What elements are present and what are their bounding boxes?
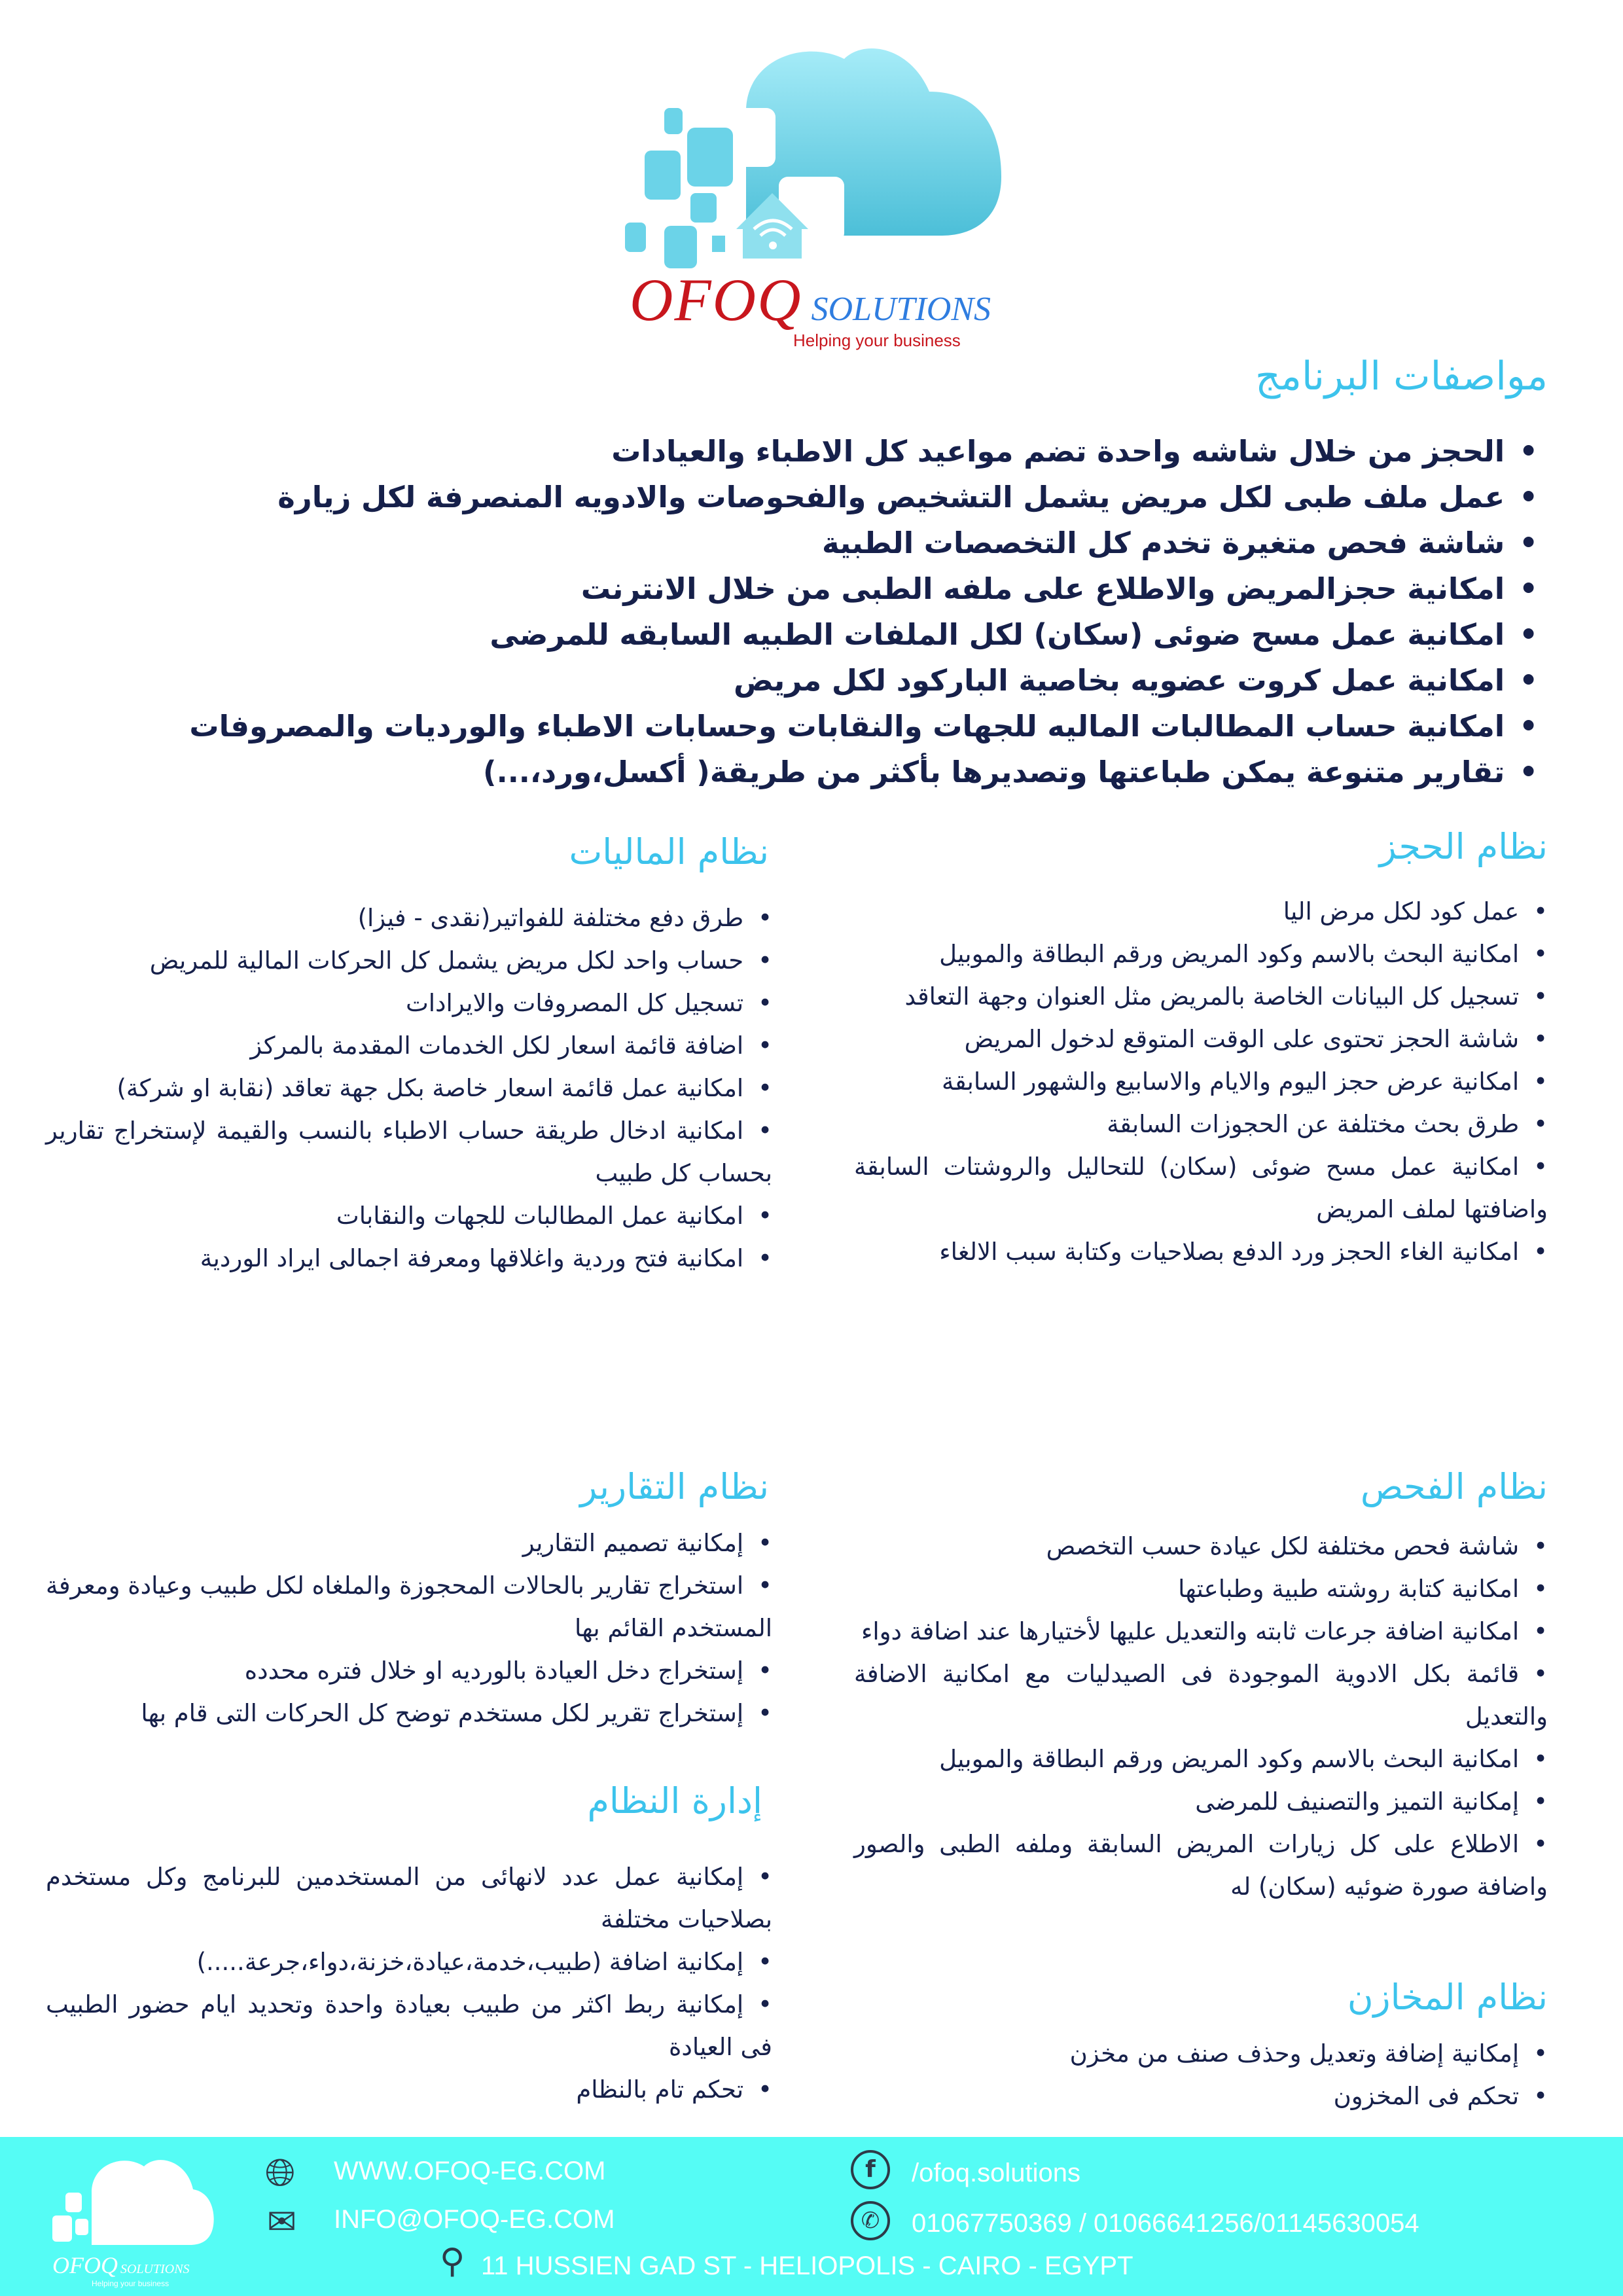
company-logo	[615, 33, 1021, 350]
list-item: • امكانية ادخال طريقة حساب الاطباء بالنسب والقيمة لإستخراج تقارير بحساب كل طبيب	[46, 1109, 772, 1194]
globe-icon: 🌐︎	[265, 2150, 296, 2195]
list-item: • تحكم فى المخزون	[854, 2075, 1548, 2117]
website-link[interactable]: WWW.OFOQ-EG.COM	[334, 2157, 606, 2185]
reports-list	[46, 1522, 772, 1734]
brand-name: OFOQ	[630, 266, 802, 333]
list-item: • طرق بحث مختلفة عن الحجوزات السابقة	[854, 1103, 1548, 1145]
list-item: • تسجيل كل المصروفات والايرادات	[46, 982, 772, 1024]
list-item: • امكانية عمل كروت عضويه بخاصية الباركود لكل مريض	[33, 658, 1538, 704]
list-item: • امكانية حجزالمريض والاطلاع على ملفه الطبى من خلال الانترنت	[33, 566, 1538, 612]
facebook-icon: f	[851, 2150, 890, 2189]
list-item: • تسجيل كل البيانات الخاصة بالمريض مثل العنوان وجهة التعاقد	[854, 975, 1548, 1018]
reports-title: نظام التقارير	[580, 1466, 769, 1507]
brand-suffix: SOLUTIONS	[811, 291, 991, 328]
cloud-logo-icon	[46, 2153, 216, 2251]
stores-list	[854, 2032, 1548, 2117]
footer-logo	[46, 2153, 216, 2291]
cloud-logo-icon	[615, 33, 1021, 268]
list-item: • إمكانية تصميم التقارير	[46, 1522, 772, 1564]
list-item: • امكانية عمل المطالبات للجهات والنقابات	[46, 1194, 772, 1237]
footer-logo-suffix: SOLUTIONS	[120, 2262, 190, 2276]
list-item: • عمل كود لكل مرض اليا	[854, 890, 1548, 933]
features-list	[33, 429, 1538, 795]
list-item: • إمكانية ربط اكثر من طبيب بعيادة واحدة وتحديد ايام حضور الطبيب فى العيادة	[46, 1983, 772, 2068]
booking-list	[854, 890, 1548, 1273]
list-item: • اضافة قائمة اسعار لكل الخدمات المقدمة بالمركز	[46, 1024, 772, 1067]
booking-title: نظام الحجز	[1379, 826, 1548, 867]
address: 11 HUSSIEN GAD ST - HELIOPOLIS - CAIRO - EGYPT	[481, 2251, 1133, 2280]
phone-icon: ✆	[851, 2201, 890, 2240]
list-item: • إمكانية التميز والتصنيف للمرضى	[854, 1780, 1548, 1823]
list-item: • امكانية عرض حجز اليوم والايام والاسابيع والشهور السابقة	[854, 1060, 1548, 1103]
envelope-icon: ✉	[267, 2201, 297, 2242]
list-item: • طرق دفع مختلفة للفواتير(نقدى - فيزا)	[46, 897, 772, 939]
exam-title: نظام الفحص	[1360, 1466, 1548, 1507]
facebook-link[interactable]: /ofoq.solutions	[912, 2159, 1080, 2187]
brand-tagline: Helping your business	[793, 331, 961, 350]
list-item: • امكانية كتابة روشته طبية وطباعتها	[854, 1568, 1548, 1610]
list-item: • استخراج تقارير بالحالات المحجوزة والملغاه لكل طبيب وعيادة ومعرفة المستخدم القائم بها	[46, 1564, 772, 1649]
list-item: • إمكانية اضافة (طبيب،خدمة،عيادة،خزنة،دواء،جرعة.....)	[46, 1941, 772, 1983]
list-item: • امكانية عمل مسح ضوئى (سكان) لكل الملفات الطبيه السابقه للمرضى	[33, 612, 1538, 658]
list-item: • إستخراج دخل العيادة بالورديه او خلال فتره محدده	[46, 1649, 772, 1692]
list-item: • امكانية الغاء الحجز ورد الدفع بصلاحيات وكتابة سبب الالغاء	[854, 1230, 1548, 1273]
location-pin-icon: ⚲	[440, 2242, 465, 2281]
list-item: • امكانية اضافة جرعات ثابته والتعديل عليها لأختيارها عند اضافة دواء	[854, 1610, 1548, 1653]
finance-title: نظام الماليات	[569, 831, 769, 872]
footer-logo-name: OFOQ	[52, 2252, 118, 2278]
list-item: • امكانية عمل مسح ضوئى (سكان) للتحاليل والروشتات السابقة واضافتها لملف المريض	[854, 1145, 1548, 1230]
list-item: • عمل ملف طبى لكل مريض يشمل التشخيص والفحوصات والادويه المنصرفة لكل زيارة	[33, 475, 1538, 520]
list-item: • تقارير متنوعة يمكن طباعتها وتصديرها بأكثر من طريقة( أكسل،ورد،...)	[33, 749, 1538, 795]
list-item: • امكانية البحث بالاسم وكود المريض ورقم البطاقة والموبيل	[854, 933, 1548, 975]
email-link[interactable]: INFO@OFOQ-EG.COM	[334, 2205, 615, 2234]
list-item: • امكانية البحث بالاسم وكود المريض ورقم البطاقة والموبيل	[854, 1738, 1548, 1780]
exam-list	[854, 1525, 1548, 1908]
list-item: • حساب واحد لكل مريض يشمل كل الحركات المالية للمريض	[46, 939, 772, 982]
list-item: • تحكم تام بالنظام	[46, 2068, 772, 2111]
footer-contact-bar	[0, 2137, 1623, 2296]
features-title: مواصفات البرنامج	[1255, 353, 1548, 399]
finance-list	[46, 897, 772, 1280]
admin-title: إدارة النظام	[587, 1780, 762, 1821]
stores-title: نظام المخازن	[1347, 1977, 1548, 2018]
list-item: • شاشة فحص مختلفة لكل عيادة حسب التخصص	[854, 1525, 1548, 1568]
list-item: • شاشة الحجز تحتوى على الوقت المتوقع لدخول المريض	[854, 1018, 1548, 1060]
list-item: • امكانية حساب المطالبات الماليه للجهات والنقابات وحسابات الاطباء والورديات والمصروفات	[33, 704, 1538, 749]
list-item: • امكانية فتح وردية واغلاقها ومعرفة اجمالى ايراد الوردية	[46, 1237, 772, 1280]
footer-logo-tagline: Helping your business	[92, 2279, 169, 2288]
list-item: • الاطلاع على كل زيارات المريض السابقة وملفه الطبى والصور واضافة صورة ضوئيه (سكان) له	[854, 1823, 1548, 1908]
list-item: • امكانية عمل قائمة اسعار خاصة بكل جهة تعاقد (نقابة او شركة)	[46, 1067, 772, 1109]
list-item: • الحجز من خلال شاشه واحدة تضم مواعيد كل الاطباء والعيادات	[33, 429, 1538, 475]
phone-numbers: 01067750369 / 01066641256/01145630054	[912, 2209, 1419, 2238]
list-item: • قائمة بكل الادوية الموجودة فى الصيدليات مع امكانية الاضافة والتعديل	[854, 1653, 1548, 1738]
admin-list	[46, 1856, 772, 2111]
list-item: • إمكانية عمل عدد لانهائى من المستخدمين للبرنامج وكل مستخدم بصلاحيات مختلفة	[46, 1856, 772, 1941]
list-item: • إمكانية إضافة وتعديل وحذف صنف من مخزن	[854, 2032, 1548, 2075]
list-item: • شاشة فحص متغيرة تخدم كل التخصصات الطبية	[33, 520, 1538, 566]
brand-wordmark	[630, 265, 991, 350]
list-item: • إستخراج تقرير لكل مستخدم توضح كل الحركات التى قام بها	[46, 1692, 772, 1734]
